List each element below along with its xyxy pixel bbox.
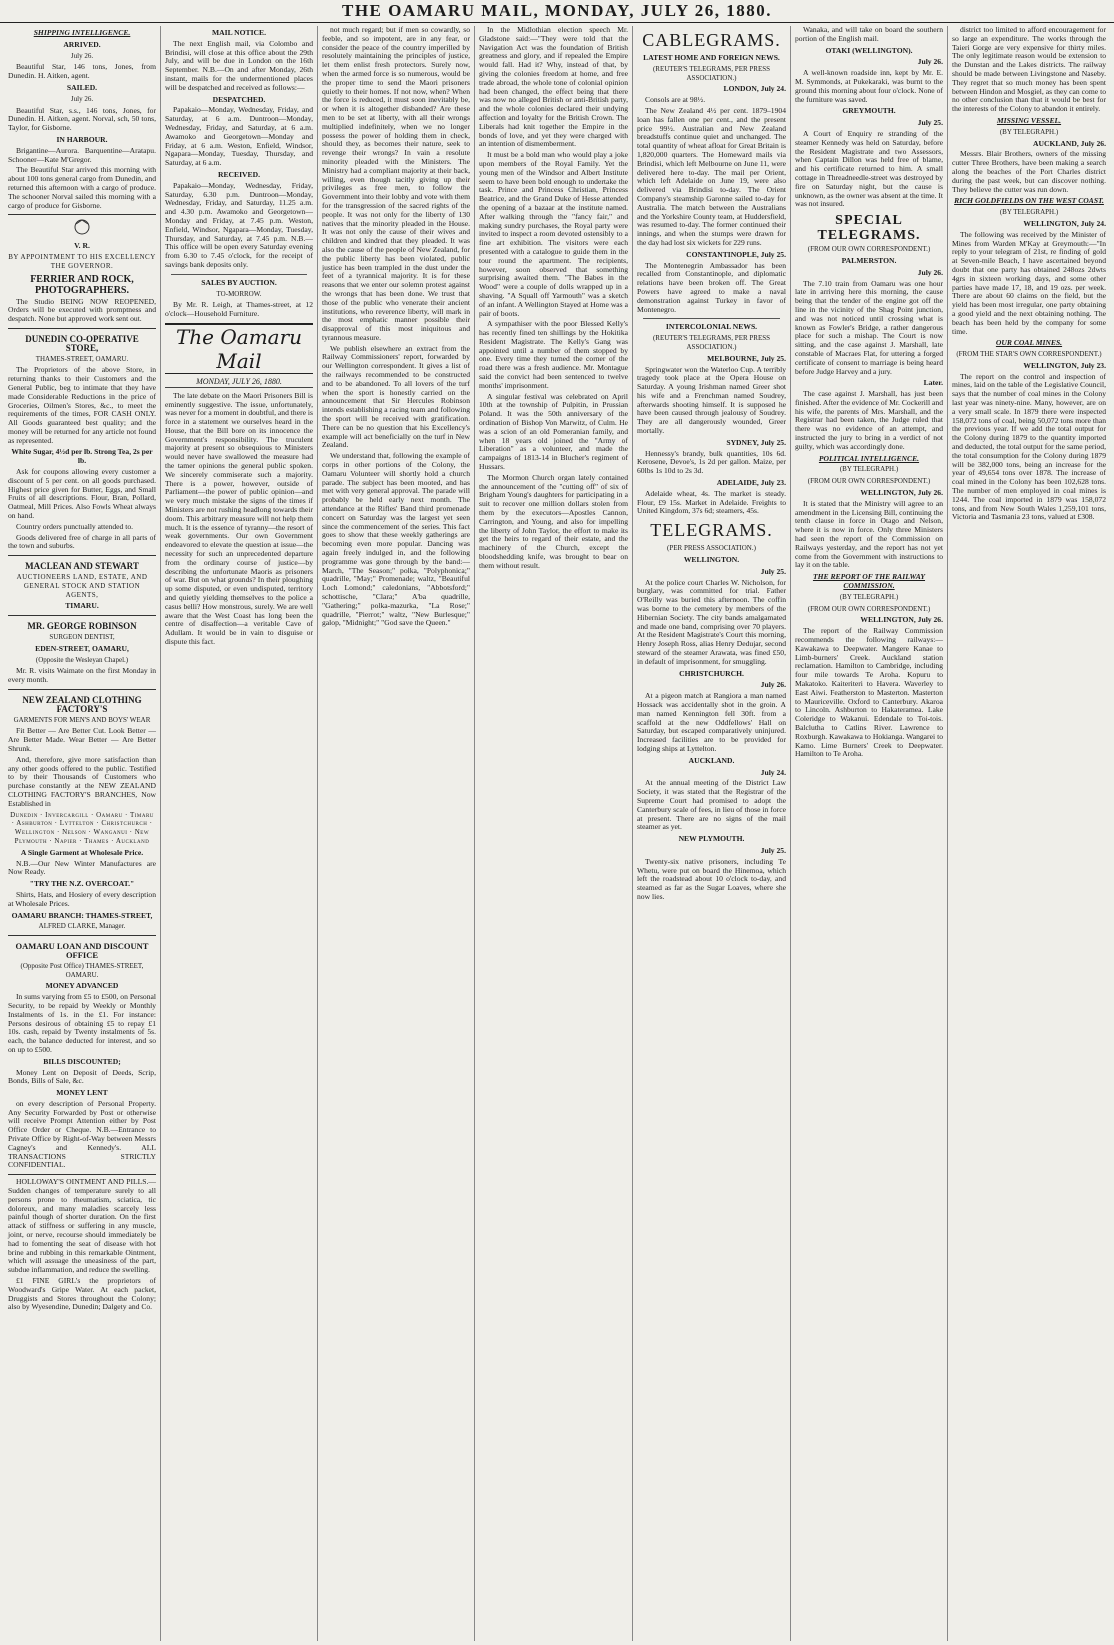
sydney-dateline: SYDNEY, July 25. [726,437,786,447]
leader-continued: not much regard; but if men so cowardly, so feeble, and so impotent, are in any fear, or consider the peace of the country imperilled by resolutely maintaining the principles of justice, let them enlist fresh protectors. Surely now, when the armed force is so numerous, would be the proper time to send the Maori prisoners quietly to their homes. If not now, when? When the force is reduced, it must soon inevitably be, or when it is altogether disbanded? Are these men to be set at liberty, with all their wrongs multiplied indefinitely, when we no longer possess the power of holding them in check, should they, as becomes their nature, seek to revenge their wrongs? In vain a resolute minority pleaded with the Ministers. The Ministry had a compliant majority at their back, willing, even though tacitly giving up their privileges as free men, to follow the Government into their lobby and vote with them for the transgression of the sacred rights of the people. It was not only for the liberty of 130 natives that the minority pleaded in the House. It was not only the cause of their wives and children and kindred that they pleaded. It was also the cause of the people of New Zealand, for the public liberty has been violated, public justice has been trampled in the dust under the feet of a tyrannical majority. It is for these reasons that we enter our solemn protest against the wrongs that has been done. We trust that those of the public who venerate their ancient institutions, who reverence liberty, will mark in the most emphatic manner possible their disapproval of this most iniquitous and tyrannous measure. [322,26,470,342]
nz-text: And, therefore, give more satisfaction than any other goods offered to the public. Testified to by their Thousands of Customers who purchase constantly at the NEW ZEALAND CLOTHING FACTORY'S BRANCHES, Now Established in [8,754,156,808]
harbour-text: Brigantine—Aurora. Barquentine—Aratapu. Schooner—Kate M'Gregor. [8,145,156,164]
loan-sub: (Opposite Post Office) THAMES-STREET, OAMARU. [20,961,144,979]
leader-text: The late debate on the Maori Prisoners Bill is eminently suggestive. The issue, unfortunately, was never for a moment in doubtful, and there is force in a statement we ourselves heard in the House, that the Bill bore on its innocence the Government's responsibility. The truculent majority at present so obsequious to Ministers would never have swallowed the measure had the tamer opinions the general public spoken. We sincerely commiserate such a majority. There is a power, however, outside of Parliament—the power of public opinion—and we very much mistake the signs of the times if Ministers are not rushing headlong towards their doom. This arbitrary measure will not help them much. It is the essence of tyranny—the resort of weak governments. Our own Government endeavored to elevate the question at issue—the necessity for such an unprecedented departure from the ordinary course of justice—by describing the unfortunate Maoris as prisoners of war. But on what grounds? In their ploughing up some disputed, or even undisputed, territory and quietly yielding themselves to the police a casus belli? How monstrous, surely. We are well aware that the West Coast has long been the centre of disaffection—a veritable Cave of Adullam. It would be in vain to disguise or dispute this fact. [165,390,313,647]
christchurch-heading: CHRISTCHURCH. [679,668,744,678]
manager-text: ALFRED CLARKE, Manager. [38,922,126,931]
railway-place: WELLINGTON, July 26. [860,615,943,625]
constantinople-dateline: CONSTANTINOPLE, July 25. [686,249,786,259]
harbour-heading: IN HARBOUR. [56,134,108,144]
adelaide-text: Adelaide wheat, 4s. The market is steady. Flour, £9 15s. Market in Adelaide. Freights to United Kingdom, 37s 6d; steamers, 45s. [637,488,786,516]
cablegrams-heading: CABLEGRAMS. [642,30,781,50]
wellington-date: July 25. [760,566,786,576]
ferrier-heading: FERRIER AND ROCK, PHOTOGRAPHERS. [30,273,134,296]
kelly-paragraph: A sympathiser with the poor Blessed Kelly's has recently fined ten shillings by the Hokitika Resident Magistrate. The Kelly's Gang was appointed until a number of them stopped by one. Every time they turned the corner of the road there was a fresh audience. Mr. Montague said the convict had been sentenced to twelve months' imprisonment. [479,319,628,390]
cablegrams-sub: LATEST HOME AND FOREIGN NEWS. [643,53,780,62]
otaki-heading: OTAKI (WELLINGTON). [825,45,913,55]
maclean-heading: MACLEAN AND STEWART [25,561,139,572]
festival-paragraph: A singular festival was celebrated on April 10th at the township of Pulpitin, in Prussian Poland. It was the 50th anniversary of the ordination of Bishop Von Marwitz, of Culm. He was a scion of an old Pomeranian family, and when 18 years old joined the "Army of Liberation" as a volunteer, and made the campaigns of 1813-14 in Blucher's regiment of Hussars. [479,391,628,472]
column-5 [633,26,791,1641]
special-telegrams-heading: SPECIAL TELEGRAMS. [817,213,921,244]
christchurch-date: July 26. [760,680,786,690]
coal-mines-heading: OUR COAL MINES. [995,338,1063,348]
coal-sub: (FROM THE STAR'S OWN CORRESPONDENT.) [956,350,1102,359]
shipping-news: The Beautiful Star arrived this morning with about 100 tons general cargo from Dunedin, and returned this afternoon with a cargo of produce. The schooner Norval sailed this morning with a cargo of produce for Gisborne. [8,165,156,210]
robinson-address: EDEN-STREET, OAMARU, [35,643,129,653]
mail-heading: MAIL NOTICE. [211,28,266,37]
sydney-text: Hennessy's brandy, bulk quantities, 10s 6d. Kerosene, Devoe's, 1s 2d per gallon. Maize, per 60lbs 1s 10d to 2s 3d. [637,448,786,476]
wholesale-text: A Single Garment at Wholesale Price. [20,847,144,857]
fine-print: £1 FINE GIRL's the proprietors of Woodward's Gripe Water. At each packet, Druggists and Stores throughout the Colony; also by Wyesendine, Dunedin; Dalgety and Co. [8,1276,156,1312]
telegrams-heading: TELEGRAMS. [650,520,773,541]
railway-continued: district too limited to afford encouragement for so large an expenditure. The works through the Taieri Gorge are very expensive for thirty miles. The only legitimate reason would be extension to the Dunstan and the Lakes districts. The railway should be made between Livingstone and Naseby. They regret that so much money has been spent between Hindon and Mosgiel, as they can come to no other conclusion than that it would be best for the interests of the Colony to abandon it entirely. [952,26,1106,114]
nz-clothing-advert [8,689,156,931]
railway-from: (FROM OUR OWN CORRESPONDENT.) [807,604,931,613]
missing-sub: (BY TELEGRAPH.) [999,127,1059,136]
cable-text: The New Zealand 4½ per cent. 1879–1904 loan has fallen one per cent., and the present price 99½. Australian and New Zealand breadstuffs continue quiet and unchanged. The total quantity of wheat afloat for Great Britain is 1,820,000 quarters. The Homeward mails via Brindisi, which left Melbourne on June 11, were delivered here to-day. The mail per Orient, which left Adelaide on June 19, were also delivered via Brindisi to-day. The Orient Company's steamship Garonne sailed to-day for Australia. The match between the Australians and the Yorkshire County team, at Huddersfield, was resumed to-day. The former continued their innings, and when the stumps were drawn for the day had lost six wickets for 229 runs. [637,105,786,247]
missing-vessel-heading: MISSING VESSEL. [996,115,1062,125]
gladstone-paragraph: In the Midlothian election speech Mr. Gladstone said:—"They were told that the Navigation Act was the foundation of British greatness and glory, and if repealed the Empire would fall. Had it? Why, instead of that, by giving the colonies freedom at home, and free trade abroad, the whole tone of colonial opinion had been changed, the effect being that there was now no alleged British or anti-British party, and the whole colonies declared their undying affection and loyalty for the British Crown. The Liberals had knit together the Empire in the bonds of love, and yet they were charged with an intention of dismemberment. [479,26,628,149]
special-telegrams-sub: (FROM OUR OWN CORRESPONDENT.) [807,245,931,254]
lent-heading: MONEY LENT [56,1088,108,1098]
coal-place: WELLINGTON, July 23. [1023,360,1106,370]
railway-commission-heading: THE REPORT OF THE RAILWAY COMMISSION. [812,572,926,591]
adelaide-dateline: ADELAIDE, July 23. [716,478,786,488]
local-paragraph: We understand that, following the example of corps in other portions of the Colony, the Oamaru Volunteer will shortly hold a church parade. The subject has been mooted, and has met with very general approval. The parade will probably be held early next month. The attendance at the Rifles' Band third promenade concert on Saturday was the largest yet seen since the commencement of the series. This fact goes to show that these weekly gatherings are becoming even more popular. Dancing was again freely indulged in, and the following programme was gone through by the band:—March, "The Season;" polka, "Polyphonica;" quadrille, "May;" Promenade; waltz, "Beautiful Loch Lomond;" caledonians, "Abbotsford;" schottische, "Clara;" A'ba quadrille, "Gathering;" polka-mazurka, "La Rose;" quadrille, "Pierrot;" waltz, "New Burlesque;" galop, "Midnight;" "God save the Queen." [322,451,470,628]
lent-text: on every description of Personal Property. Any Security Forwarded by Post or otherwise will receive Prompt Attention either by Post Office Order or Cheque. N.B.—Entrance to Private Office by Right-of-Way between Messrs Cagney's and Kennedy's. ALL TRANSACTIONS STRICTLY CONFIDENTIAL. [8,1098,156,1170]
robinson-text: Mr. R. visits Waimate on the first Monday in every month. [8,666,156,685]
dunedin-advert [8,328,156,551]
bills-heading: BILLS DISCOUNTED; [43,1056,121,1066]
loan-heading: OAMARU LOAN AND DISCOUNT OFFICE [15,941,149,960]
maclean-advert [8,555,156,611]
ferrier-text: The Studio BEING NOW REOPENED, Orders will be executed with promptness and despatch. None but approved work sent out. [8,296,156,324]
consols-text: Consols are at 98½. [645,95,706,105]
dunedin-text: The Proprietors of the above Store, in returning thanks to their Customers and the General Public, beg to intimate that they have made Considerable Reductions in the price of Groceries, Oilmen's Stores, &c., to meet the requirements of the times, FOR CASH ONLY. All Goods guaranteed best quality; and the money will be returned for any article not found as represented. [8,365,156,445]
maclean-sub: AUCTIONEERS LAND, ESTATE, AND GENERAL STOCK AND STATION AGENTS, [16,573,148,599]
railway-text: The report of the Railway Commission recommends the following railways:— Kawakawa to Deepwater. Mangere Kanae to Limb-burners' Creek. Auckland station reclamation. Hamilton to Cambridge, including four mile towards Te Aroha. Kopuru to Makatoko. Kaiteriteri to Havera. Waverley to East Aiwi. Featherston to Masterton. Masterton to Mauriceville. Oxford to Canterbury. Akaroa to Lincoln. Ashburton to Hakateramea. Lake Coleridge to Wakanui. Edendale to Toi-tois. Balclutha to Catlins River. Lawrence to Roxburgh. Kawakawa to Hokianga. Wangarei to Kamo. Lime Burners' Creek to Deepwater. Hamilton to Te Aroha. [795,626,943,759]
new-plymouth-text: Twenty-six native prisoners, including Te Whetu, were put on board the Hinemoa, which left the roadstead about 10 o'clock to-day, and steamed as far as the Sugar Loaves, where she now lies. [637,856,786,901]
coal-text: The report on the control and inspection of mines, laid on the table of the Legislative Council, says that the number of coal mines in the Colony last year was ninety-nine. Many, however, are on a very small scale. In 1879 there were inspected 158,072 tons of coal, being 50,072 tons more than the previous year. If we add the total output for the Colony during 1879 to the quantity imported and deducted, the total output for the same period, the total consumption for the Colony during 1879 will be 382,000 tons, being an increase for the year of 49,654 tons over 1878. The increase of coal mined in the Colony has been 102,628 tons. The number of men employed in coal mines is 1244. The coal imported in 1879 was 158,072 tons, and from New South Wales 1,259,101 tons, Victoria and Tasmania 23 tons, valued at £308. [952,371,1106,522]
masthead [0,0,1114,23]
shirts-text: Shirts, Hats, and Hosiery of every description at Wholesale Prices. [8,889,156,908]
money-heading: MONEY ADVANCED [45,981,119,991]
goldfields-heading: RICH GOLDFIELDS ON THE WEST COAST. [954,196,1104,206]
sailed-text: Beautiful Star, s.s., 146 tons, Jones, for Dunedin. H. Aitken, agent. Norval, sch, 50 tons, Taylor, for Gisborne. [8,105,156,133]
sugar-prices: White Sugar, 4½d per lb. Strong Tea, 2s per lb. [11,447,153,466]
column-6 [791,26,948,1641]
ask-text: Ask for coupons allowing every customer a discount of 5 per cent. on all goods purchased. Highest price given for Butter, Eggs, and Small Fruits of all descriptions. Flour, Bran, Pollard, Oatmeal, Mill Prices. Also Fowls Wheat always on hand. [8,467,156,521]
political-sub: (BY TELEGRAPH.) [839,465,899,474]
political-heading: POLITICAL INTELLIGENCE. [818,453,920,463]
vr-text: V. R. [74,241,90,251]
royal-crest-icon [8,218,156,239]
otaki-text: A well-known roadside inn, kept by Mr. E. M. Symmonds, at Pukekaraki, was burnt to the ground this morning about four o'clock. None of the furniture was saved. [795,68,943,104]
gold-text: The following was received by the Minister of Mines from Warden M'Kay at Greymouth:—"In reply to your telegram of 21st, re finding of gold at Seven-mile Beach, I have ascertained beyond doubt that one party has obtained 248ozs 2dwts 4grs in sixteen working days, and some other parties have made 17, 18, and 19 ozs. per week. There are about 60 claims on the field, but the yield has been most irregular, one party obtaining a good yield and the next obtaining nothing. The beach has been held by the company for some time. [952,229,1106,336]
auckland-text: At the annual meeting of the District Law Society, it was stated that the Registrar of the Supreme Court had promised to adopt the Canterbury scale of fees, in lieu of those in force at present. There are no signs of the mail steamer as yet. [637,778,786,832]
greymouth-text: A Court of Enquiry re stranding of the steamer Kennedy was held on Saturday, before the Resident Magistrate and two Assessors, when Captain Dillon was held free of blame, and his certificate returned to him. A small cottage in Threadneedle-street was destroyed by fire on Saturday night, but the cause is unknown, as the owner was absent at the time. It was not insured. [795,128,943,209]
sailed-heading: SAILED. [66,82,98,92]
arrived-heading: ARRIVED. [63,39,101,49]
nb-text: N.B.—Our New Winter Manufactures are Now Ready. [8,858,156,877]
nz-fit: Fit Better — Are Better Cut. Look Better — Are Better Made. Wear Better — Are Better Shrunk. [8,726,156,753]
robinson-sub: SURGEON DENTIST, [49,633,115,642]
sales-sub: TO-MORROW. [216,289,262,298]
despatched-heading: DESPATCHED. [212,94,266,104]
greymouth-date: July 25. [917,118,943,128]
goods-delivered: Goods delivered free of charge in all parts of the town and suburbs. [8,532,156,551]
sales-heading: SALES BY AUCTION. [201,277,277,287]
gold-place: WELLINGTON, July 24. [1023,218,1106,228]
column-4 [475,26,633,1641]
despatched-text: Papakaio—Monday, Wednesday, Friday, and Saturday, at 6 a.m. Duntroon—Monday, Wednesday, Friday, and Saturday, at 6 a.m. Awamoko and Georgetown—Monday and Friday, at 6 a.m. Weston, Enfield, Windsor, Ngapara—Monday, Tuesday, Thursday, and Saturday, at 6 a.m. [165,105,313,168]
overcoat-text: "TRY THE N.Z. OVERCOAT." [29,879,135,889]
wellington-heading: WELLINGTON. [683,555,740,565]
telegrams-agency: (PER PRESS ASSOCIATION.) [667,544,756,553]
received-heading: RECEIVED. [218,169,260,179]
holloway-advert [8,1174,156,1312]
loan-advert [8,935,156,1170]
palmerston-heading: PALMERSTON. [841,255,897,265]
country-orders: Country orders punctually attended to. [16,521,134,531]
royal-paragraph: It must be a bold man who would play a joke upon members of the Royal Family. Yet the young men of the Windsor and Albert Institute seem to have been bold enough to undertake the task. Prince and Princess Christian, Princess Beatrice, and the Grand Duke of Hesse attended the opening of a bazaar at the institute named. After walking through the "fancy fair," and making sundry purchases, the Royal party were invited to inspect a room devoted ostensibly to a fine art exhibition. The visitors were each presented with a catalogue to guide them in the tour round the apartment. The recipients, however, soon observed that something surprising awaited them. "The Babes in the Wood" were a couple of dolls wrapped up in a shaving. "A Squall off Yarmouth" was a sketch of an infant. A Wellington Stayed at Home was a pair of boots. [479,150,628,318]
ferrier-advert [8,214,156,324]
holloway-text: HOLLOWAY'S OINTMENT AND PILLS.—Sudden changes of temperature surely to all persons prone to rheumatism, sciatica, tic doloreux, and many maladies scarcely less painful though of shorter duration. On the first attack of stiffness or suffering in any muscle, joint, or nerve, recourse should immediately be had to fomenting the seat of disease with hot brine and rubbing in this remarkable Ointment, which will assuage the uneasiness of the part, subdue inflammation, and reduce the swelling. [8,1177,156,1275]
new-plymouth-date: July 25. [760,845,786,855]
nz-heading: NEW ZEALAND CLOTHING FACTORY'S [22,695,142,714]
cablegrams-agency: (REUTER'S TELEGRAMS, PER PRESS ASSOCIATION.) [652,64,771,82]
appointment-text: BY APPOINTMENT TO HIS EXCELLENCY THE GOVERNOR. [8,252,156,270]
auckland-date: July 24. [760,767,786,777]
railway-paragraph: We publish elsewhere an extract from the Railway Commissioners' report, forwarded by our Wellington correspondent. It gives a list of the railways recommended to be constructed and to be abandoned. To all lovers of the turf when the sport is honestly carried on the announcement that Sir Hercules Robinson intends establishing a racing team and following the sport will be received with gratification. There can be no question that his Excellency's example will act beneficially on the turf in New Zealand. [322,343,470,450]
railway-sub: (BY TELEGRAPH.) [839,592,899,601]
column-1 [4,26,161,1641]
palmerston-text: The 7.10 train from Oamaru was one hour late in arriving here this morning, the cause being that the tender of the engine got off the line in the vicinity of the Shag Point junction, and was not noticed until crossing what is known as Fowler's Bridge, a rather dangerous place for such a mishap. The Court is now sitting, and the case against J. Marshall, late constable of Macraes Flat, for uttering a forged certificate of consent to marriage is being heard before Judge Harvey and a jury. [795,278,943,376]
sales-text: By Mr. R. Leigh, at Thames-street, at 12 o'clock—Household Furniture. [165,300,313,319]
divider [171,274,307,275]
wellington-text: At the police court Charles W. Nicholson, for burglary, was committed for trial. Father O'Reilly was buried this afternoon. The coffin was borne to the cemetery by members of the Hibernian Society. The city bands amalgamated and made one band, comprising over 70 players. At the Resident Magistrate's Court this morning, Henry Joseph Ross, alias Henry Dedujar, second steward of the steamer Arawata, was fined £50, in default of imprisonment, for smuggling. [637,577,786,666]
intercolonial-heading: INTERCOLONIAL NEWS. [665,322,758,332]
column-7 [948,26,1110,1641]
arrived-date: July 26. [70,51,94,60]
dunedin-heading: DUNEDIN CO-OPERATIVE STORE, [25,333,139,353]
later-heading: Later. [923,378,943,388]
london-dateline: LONDON, July 24. [723,84,786,94]
shipping-heading: SHIPPING INTELLIGENCE. [33,28,131,37]
columns [4,26,1110,1641]
sailed-date: July 26. [70,94,94,103]
political-from: (FROM OUR OWN CORRESPONDENT.) [807,477,931,486]
bills-text: Money Lent on Deposit of Deeds, Scrip, Bonds, Bills of Sale, &c. [8,1067,156,1086]
christchurch-text: At a pigeon match at Rangiora a man named Hossack was accidentally shot in the groin. A man named Kennington fell 30ft. from a scaffold at the new Oddfellows' Hall on Saturday, but escaped comparatively uninjured. Increased facilities are to be provided for lodging ships at Lyttelton. [637,691,786,753]
continued-text: Wanaka, and will take on board the southern portion of the English mail. [795,26,943,43]
nz-towns: Dunedin · Invercargill · Oamaru · Timaru · Ashburton · Lyttelton · Christchurch · Wellington · Nelson · Wanganui · New Plymouth · Napier · Thames · Auckland [10,810,154,845]
intercolonial-agency: (REUTER'S TELEGRAMS, PER PRESS ASSOCIATION.) [652,334,771,351]
missing-place: AUCKLAND, July 26. [1033,138,1106,148]
gold-sub: (BY TELEGRAPH.) [999,208,1059,217]
nz-sub: GARMENTS FOR MEN'S AND BOYS' WEAR [13,715,151,724]
later-text: The case against J. Marshall, has just been finished. After the evidence of Mr. Cockerill and his wife, the parents of Mrs. Marshall, and the Registrar had been taken, the Judge ruled that there was no evidence of an attempt, and instructed the jury to bring in a verdict of not guilty, which was accordingly done. [795,389,943,451]
branch-text: OAMARU BRANCH: THAMES-STREET, [11,910,153,920]
missing-text: Messrs. Blair Brothers, owners of the missing cutter Three Brothers, have been making a search along the beaches of the Port Charles district during the past week, but can discover nothing. They believe the cutter was run down. [952,149,1106,194]
received-text: Papakaio—Monday, Wednesday, Friday, Saturday, 6.30 p.m. Duntroon—Monday, Wednesday, Friday, and Saturday, 11.25 a.m. and 4.30 p.m. Awamoko and Georgetown—Monday and Friday, at 7.45 p.m. Weston, Enfield, Windsor, Ngapara—Monday, Tuesday, Thursday, and Saturday, at 7.45 p.m. N.B.—This office will be open every Saturday evening from 6.30 to 7.45 o'clock, for the receipt of savings bank deposits only. [165,180,313,269]
dateline: MONDAY, JULY 26, 1880. [165,378,313,388]
paper-banner: The Oamaru Mail [165,323,313,374]
robinson-note: (Opposite the Wesleyan Chapel.) [35,655,129,664]
auckland-heading: AUCKLAND. [688,755,735,765]
otaki-date: July 26. [917,57,943,67]
mormon-paragraph: The Mormon Church organ lately contained the announcement of the "cutting off" of six of Brigham Young's daughters for participating in a suit to recover one million dollars stolen from them by the executors—Apostles Cannon, Carrington, and Young, and also for impelling the liberty of John Taylor, the effort to make its get the heirs to regard of their estate, and the machinery of the Church, except the bloodshedding knife, was brought to bear on them without result. [479,472,628,570]
column-2 [161,26,318,1641]
money-text: In sums varying from £5 to £500, on Personal Security, to be repaid by Weekly or Monthly Instalments of 1s. in the £1. For instance: Persons desirous of obtaining £5 to repay £1 10s. cash, repaid by Twenty instalments of 5s. each, the balance deducted for interest, and so on up to £500. [8,992,156,1054]
newspaper-title: THE OAMARU MAIL, MONDAY, JULY 26, 1880. [341,1,772,20]
constantinople-text: The Montenegrin Ambassador has been recalled from Constantinople, and diplomatic relations have been broken off. The Great Powers have agreed to make a naval demonstration against Turkey in favor of Montenegro. [637,260,786,314]
political-place: WELLINGTON, July 26. [860,488,943,498]
column-3 [318,26,475,1641]
arrived-text: Beautiful Star, 146 tons, Jones, from Dunedin. H. Aitken, agent. [8,62,156,81]
divider [643,318,780,319]
political-text: It is stated that the Ministry will agree to an amendment in the Licensing Bill, continuing the tenth clause in force in Otago and Nelson, where it is now in force. Only three Ministers had seen the report of the Commission on Railways yesterday, and the report has not yet come from the Government with instructions to lay it on the table. [795,498,943,570]
mail-text: The next English mail, via Colombo and Brindisi, will close at this office about the 29th July, and will be due in London on the 16th September. N.B.—On and after Monday, 26th instant, mails for the undermentioned places will be despatched and received as follows:— [165,38,313,92]
palmerston-date: July 26. [917,267,943,277]
maclean-town: TIMARU. [65,601,99,611]
robinson-advert [8,615,156,685]
melbourne-dateline: MELBOURNE, July 25. [707,353,786,363]
robinson-heading: MR. GEORGE ROBINSON [27,621,137,632]
new-plymouth-heading: NEW PLYMOUTH. [678,834,745,844]
melbourne-text: Springwater won the Waterloo Cup. A terribly tragedy took place at the Opera House on Saturday. A young Irishman named Greer shot his wife and a Frenchman named Soudrey, afterwards shooting himself. It is supposed he have been caused through jealousy of Soudrey. They are all dangerously wounded, Greer mortally. [637,364,786,436]
greymouth-heading: GREYMOUTH. [842,106,896,116]
dunedin-sub: THAMES-STREET, OAMARU. [35,354,129,363]
